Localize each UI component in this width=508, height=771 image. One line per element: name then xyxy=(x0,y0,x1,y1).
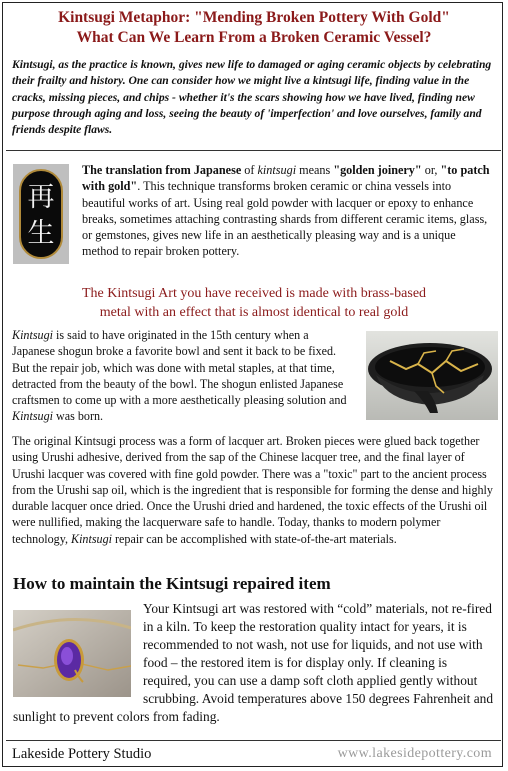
kintsugi-bowl-photo xyxy=(366,331,498,420)
studio-name: Lakeside Pottery Studio xyxy=(12,746,152,762)
received-line-2: metal with an effect that is almost identical to real gold xyxy=(99,304,409,320)
page-title xyxy=(0,8,508,48)
image-float-spacer xyxy=(13,600,143,698)
translation-quote-2: "to patch with gold" xyxy=(82,163,490,194)
translation-text-1: of xyxy=(241,163,258,177)
section-divider xyxy=(6,150,501,151)
translation-text-3: or, xyxy=(421,163,441,177)
seal-char-top: 再 xyxy=(27,182,55,213)
origin-paragraph xyxy=(12,327,350,425)
received-line-1: The Kintsugi Art you have received is made with brass-based xyxy=(81,286,427,301)
seal-plaque xyxy=(19,169,63,259)
translation-text-2: means xyxy=(296,163,334,177)
kanji-seal-image xyxy=(13,164,69,264)
process-paragraph xyxy=(12,433,496,547)
maintain-paragraph xyxy=(13,600,497,726)
intro-paragraph: Kintsugi, as the practice is known, gives new life to damaged or aging ceramic objects by celebrating their frailty and history. One can consider how we might live a kintsugi life, finding value in the cracks, missing pieces, and chips - whether it's the scars showing how we have lived, finding new purpose through aging and loss, seeing the beauty of 'imperfection' and love ourselves, family and friends despite flaws. xyxy=(12,58,492,137)
title-line-2: What Can We Learn From a Broken Ceramic Vessel? xyxy=(76,29,432,46)
seal-char-bottom: 生 xyxy=(27,218,55,249)
origin-text-1: is said to have originated in the 15th century when a Japanese shogun broke a favorite bowl and sent it back to be fixed. But the repair job, which was done with metal staples, at that time, detracted from the beauty of the bowl. The shogun enlisted Japanese craftsmen to come up with a more aesthetically pleasing solution and xyxy=(12,328,347,408)
translation-word: kintsugi xyxy=(257,163,297,177)
title-line-1: Kintsugi Metaphor: "Mending Broken Pottery With Gold" xyxy=(58,9,450,26)
maintain-text: Your Kintsugi art was restored with “cold” materials, not re-fired in a kiln. To keep the restoration quality intact for years, it is recommended to not wash, not use for liquids, and not use with food – the restored item is for display only. If cleaning is required, you can use a damp soft cloth applied gently without scrubbing. Avoid temperatures above 150 degrees Fahrenheit and sunlight to prevent colors from fading. xyxy=(13,601,494,724)
origin-word-1: Kintsugi xyxy=(12,328,53,342)
process-text-1: The original Kintsugi process was a form of lacquer art. Broken pieces were glued back together using Urushi adhesive, derived from the sap of the Chinese lacquer tree, and the final layer of Urushi lacquer was covered with fine gold powder. There was a "toxic" part to the ancient process from the Urushi sap oil, which is the ingredient that is responsible for forming the dense and highly durable lacquer once dried. Once the Urushi dried and hardened, the toxic effects of the Urushi oil were nullified, making the lacquerware safe to handle. Today, thanks to modern polymer technology, xyxy=(12,434,493,546)
origin-word-2: Kintsugi xyxy=(12,409,53,424)
bowl-illustration xyxy=(366,331,498,420)
translation-lead: The translation from Japanese xyxy=(82,163,242,177)
translation-quote-1: "golden joinery" xyxy=(333,163,422,177)
website-link[interactable]: www.lakesidepottery.com xyxy=(337,746,492,761)
translation-rest: . This technique transforms broken ceramic or china vessels into beautiful works of art. Using real gold powder with lacquer or epoxy to enhance breaks, sometimes attaching contrasting shards from different ceramic items, glass, or gemstones, gives new life in an aesthetically pleasing way and is a unique method to repair broken pottery. xyxy=(82,179,488,259)
process-word: Kintsugi xyxy=(71,531,112,546)
received-notice xyxy=(0,285,508,322)
translation-paragraph xyxy=(82,162,494,260)
origin-text-2: was born. xyxy=(53,409,104,424)
process-text-2: repair can be accomplished with state-of-the-art materials. xyxy=(112,531,397,546)
maintain-heading: How to maintain the Kintsugi repaired item xyxy=(13,574,331,593)
footer-divider xyxy=(6,740,501,741)
